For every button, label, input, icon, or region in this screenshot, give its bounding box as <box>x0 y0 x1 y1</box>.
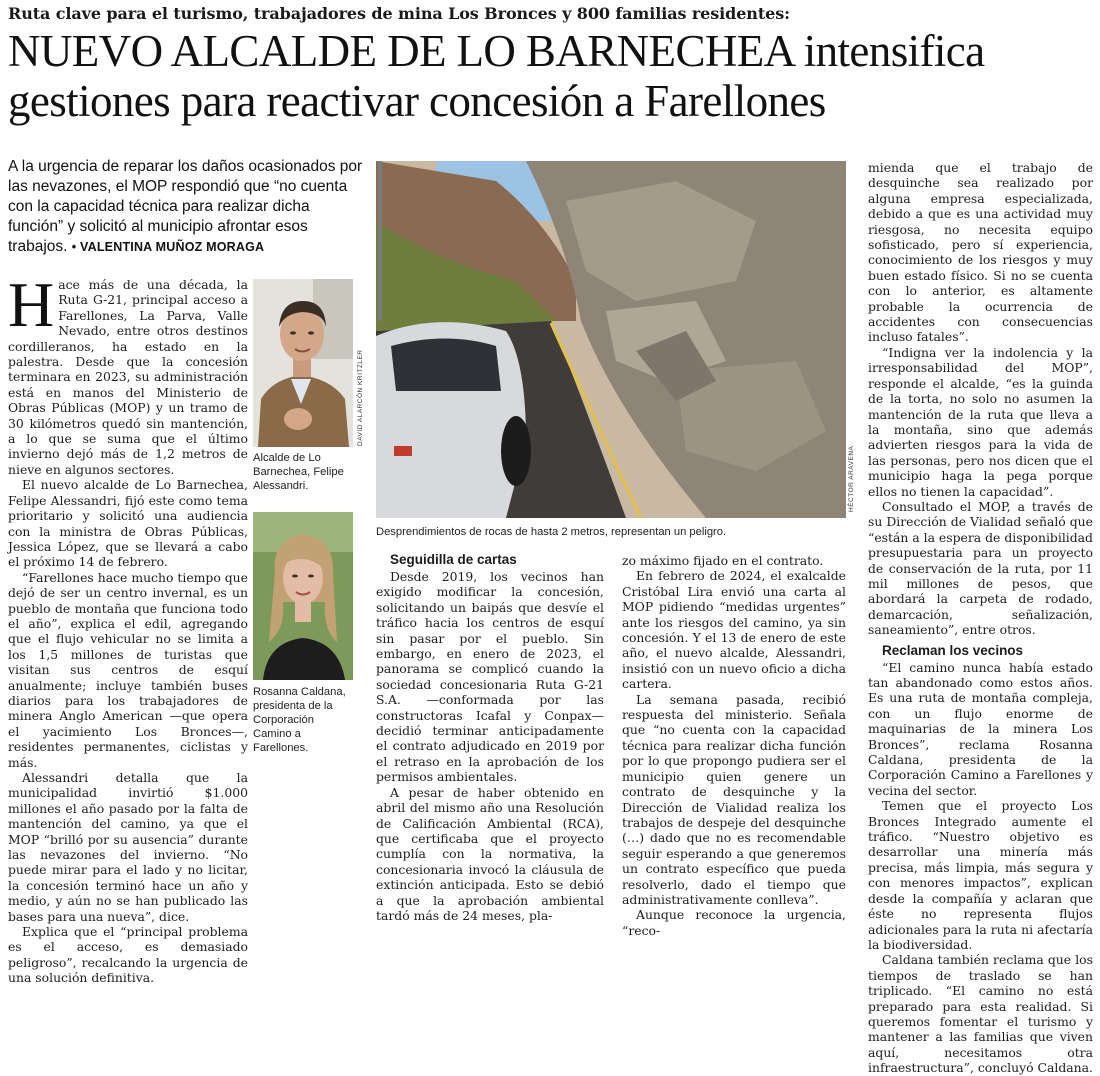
road-photo <box>376 161 846 518</box>
paragraph: Desde 2019, los vecinos han exigido modificar la concesión, solicitando un baipás que desvíe el tráfico hacia los centros de esquí sin pasar por el pueblo. Sin embargo, en enero de 2023, el panorama se complicó cuando la sociedad concesionaria Ruta G-21 S.A. —conformada por las constructoras Icafal y Conpax— decidió terminar anticipadamente el contrato adjudicado en 2019 por el retraso en la aprobación de los permisos ambientales. <box>376 569 604 785</box>
article-column-1 <box>8 269 248 986</box>
caldana-caption: Rosanna Caldana, presidenta de la Corporación Camino a Farellones. <box>253 686 346 754</box>
paragraph: Caldana también reclama que los tiempos de traslado se han triplicado. “El camino no está preparado para esta realidad. Si queremos fomentar el turismo y mantener a las familias que viven aquí, necesitamos otra infraestructura”, concluyó Caldana. <box>868 952 1093 1076</box>
deck-text: A la urgencia de reparar los daños ocasionados por las nevazones, el MOP respondió que “no cuenta con la capacidad técnica para realizar dicha función” y solicitó al municipio afrontar esos trabajos. <box>8 158 363 255</box>
deck <box>8 157 368 257</box>
road-caption: Desprendimientos de rocas de hasta 2 metros, representan un peligro. <box>376 526 727 538</box>
kicker: Ruta clave para el turismo, trabajadores de mina Los Bronces y 800 familias residentes: <box>8 4 790 23</box>
paragraph: A pesar de haber obtenido en abril del mismo año una Resolución de Calificación Ambiental (RCA), que certificaba que el proyecto cumplía con la normativa, la concesionaria invocó la cláusula de extinción anticipada. Esto se debió a que la aprobación ambiental tardó más de 24 meses, pla- <box>376 784 604 923</box>
paragraph: El nuevo alcalde de Lo Barnechea, Felipe Alessandri, fijó este como tema prioritario y solicitó una audiencia con la ministra de Obras Públicas, Jessica López, que se llevará a cabo el próximo 14 de febrero. <box>8 477 248 570</box>
paragraph: Explica que el “principal problema es el acceso, es demasiado peligroso”, recalcando la urgencia de una solución definitiva. <box>8 924 248 986</box>
paragraph: zo máximo fijado en el contrato. <box>622 553 824 568</box>
article-column-4 <box>622 553 846 938</box>
paragraph: Temen que el proyecto Los Bronces Integrado aumente el tráfico. “Nuestro objetivo es desarrollar una minería más precisa, más limpia, más segura y con menores impactos”, explican desde la compañía y aclaran que éste no representa flujos adicionales para la ruta ni afectaría la biodiversidad. <box>868 798 1093 952</box>
paragraph-text: ace más de una década, la Ruta G-21, principal acceso a Farellones, La Parva, Valle Nevado, entre otros destinos cordilleranos, ha estado en la palestra. Desde que la concesión terminara en 2023, su administración está en manos del Ministerio de Obras Públicas (MOP) y un tramo de 30 kilómetros quedó sin mantención, a lo que se suma que el último invierno dejó más de 1,2 metros de nieve en algunos sectores. <box>8 277 248 477</box>
byline: • VALENTINA MUÑOZ MORAGA <box>71 240 265 254</box>
caldana-photo <box>253 512 353 680</box>
portrait-woman-image <box>253 512 353 680</box>
alessandri-photo-credit: DAVID ALARCÓN KRITZLER <box>357 349 364 446</box>
paragraph: Consultado el MOP, a través de su Dirección de Vialidad señaló que “están a la espera de disponibilidad presupuestaria para un proyecto de conservación de la ruta, por 11 mil millones de pesos, que abordará la carpeta de rodado, demarcación, señalización, saneamiento”, entre otros. <box>868 498 1093 638</box>
subhead-vecinos: Reclaman los vecinos <box>882 642 1024 658</box>
road-photo-credit: HÉCTOR ARAVENA <box>848 445 855 512</box>
alessandri-caption: Alcalde de Lo Barnechea, Felipe Alessandri. <box>253 452 344 492</box>
paragraph: Aunque reconoce la urgencia, “reco- <box>622 907 846 938</box>
paragraph: La semana pasada, recibió respuesta del ministerio. Señala que “no cuenta con la capacidad técnica para realizar dicha función por lo que propongo pudiera ser el municipio quien genere un contrato de desquinche y la Dirección de Vialidad realiza los trabajos de despeje del desquinche (…) dado que no es recomendable seguir esperando a que generemos un contrato específico que pueda resolverlo, dado el tiempo que administrativamente conlleva”. <box>622 691 846 907</box>
subhead-cartas: Seguidilla de cartas <box>390 552 517 567</box>
paragraph: “Indigna ver la indolencia y la irresponsabilidad del MOP”, responde el alcalde, “es la guinda de la torta, no solo no asumen la mantención de la ruta que lleva a la montaña, sino que además advierten riesgos para la vida de las personas, pero nos dicen que el municipio haga la pega porque ellos no tienen la capacidad”. <box>868 344 1093 499</box>
article-column-5 <box>868 160 1093 1076</box>
alessandri-photo <box>253 279 353 447</box>
paragraph: “Farellones hace mucho tiempo que dejó de ser un centro invernal, es un pueblo de montaña que funciona todo el año”, explica el edil, agregando que el flujo vehicular no se limita a los 1,5 millones de turistas que visitan sus centros de esquí anualmente; incluye también buses diarios para los trabajadores de minera Anglo American —que opera el yacimiento Los Bronces—, residentes permanentes, ciclistas y más. <box>8 569 248 770</box>
paragraph: Alessandri detalla que la municipalidad invirtió $1.000 millones el año pasado por la falta de mantención del camino, ya que el MOP “brilló por su ausencia” durante las nevazones del invierno. “No puede mirar para el lado y no licitar, la concesión terminó hace un año y medio, y aún no se han publicado las bases para una nueva”, dice. <box>8 770 248 924</box>
drop-cap: H <box>8 269 55 340</box>
headline-line-2: gestiones para reactivar concesión a Farellones <box>8 76 826 126</box>
headline <box>8 26 1093 126</box>
paragraph <box>8 269 248 477</box>
road-rockfall-image <box>376 161 846 518</box>
portrait-man-image <box>253 279 353 447</box>
paragraph: “El camino nunca había estado tan abandonado como estos años. Es una ruta de montaña compleja, con un flujo enorme de maquinarias de la minera Los Bronces”, reclama Rosanna Caldana, presidenta de la Corporación Camino a Farellones y vecina del sector. <box>868 659 1093 798</box>
paragraph: mienda que el trabajo de desquinche sea realizado por alguna empresa especializada, debido a que es una actividad muy riesgosa, no necesita equipo sofisticado, pero sí experiencia, conocimiento de los riesgos y muy buen estado físico. Si no se cuenta con lo anterior, es altamente probable la ocurrencia de accidentes con consecuencias incluso fatales”. <box>868 160 1093 345</box>
article-column-3 <box>376 551 604 923</box>
headline-line-1: NUEVO ALCALDE DE LO BARNECHEA intensifica <box>8 26 985 76</box>
paragraph: En febrero de 2024, el exalcalde Cristóbal Lira envió una carta al MOP pidiendo “medidas urgentes” ante los riesgos del camino, ya sin concesión. Y el 13 de enero de este año, el nuevo alcalde, Alessandri, insistió con un nuevo oficio a dicha cartera. <box>622 568 846 692</box>
